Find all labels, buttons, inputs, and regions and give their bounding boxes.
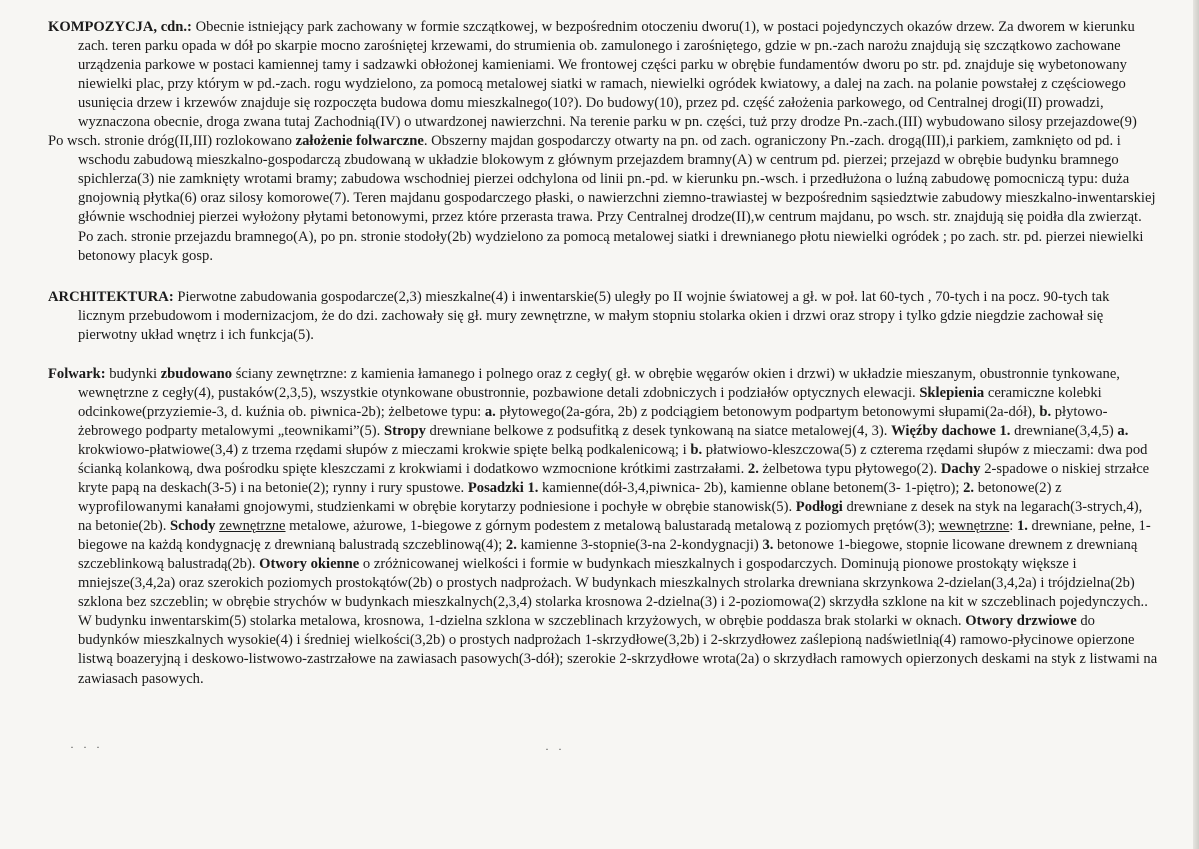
emphasis: Sklepienia — [919, 384, 985, 401]
text: Obecnie istniejący park zachowany w formie szczątkowej, w bezpośrednim otoczeniu dworu(1), w postaci pojedynczych okazów drzew. Za dworem w kierunku zach. teren parku opada w dół po skarpie mocno zarośniętej krzewami, do strumienia ob. zamulonego i zarośniętego, gdzie w pn.-zach narożu znajdują się szczątkowo zachowane urządzenia parkowe w postaci kamiennej tamy i sadzawki obłożonej kamieniami. We frontowej części parku w obrębie fundamentów dworu po str. pd. znajduje się wybetonowany niewielki plac, przy którym w pd.-zach. rogu wydzielono, za pomocą metalowej siatki w ramach, niewielki ogródek kwiatowy, a dalej na zach. na polanie powstałej z częściowego usunięcia drzew i krzewów znajduje się rozpoczęta budowa domu mieszkalnego(10?). Do budowy(10), przez pd. część założenia parkowego, od Centralnej drogi(II) prowadzi, wyznaczona obecnie, droga zwana tutaj Zachodnią(IV) o utwardzonej nawierzchni. Na terenie parku w pn. części, tuż przy drodze Pn.-zach.(III) wybudowano silosy przejazdowe(9) — [78, 19, 1137, 131]
emphasis: b. — [690, 441, 703, 458]
emphasis: Otwory drzwiowe — [965, 613, 1077, 630]
scan-speck: · · · — [70, 740, 103, 754]
emphasis: zbudowano — [160, 365, 233, 382]
text: betonowe(2) z wyprofilowanymi kanałami gnojowymi, studzienkami w obrębie korytarzy podniesione i pochyłe w obrębie stanowisk(5). — [78, 480, 1062, 516]
text: płytowo-żebrowego podparty metalowymi „teownikami”(5). — [78, 403, 1108, 439]
emphasis: Więźby dachowe 1. — [891, 422, 1011, 439]
paragraph-folwark — [48, 365, 1158, 689]
emphasis: Dachy — [940, 460, 981, 477]
text: płytowego(2a-góra, 2b) z podciągiem betonowym podpartym betonowymi słupami(2a-dół), — [495, 403, 1040, 420]
text: do budynków mieszkalnych wysokie(4) i średniej wielkości(3,2b) o prostych nadprożach 1-skrzydłowe(3,2b) i 2-skrzydłowez zaślepioną nadświetlnią(4) ramowo-płycinowe opierzone listwą boazeryjną i deskowo-listwowo-zastrzałowe na zawiasach pasowych(3-dół); szerokie 2-skrzydłowe wrota(2a) o skrzydłach ramowych opierzonych deskami na styk z listwami na zawiasach pasowych. — [78, 613, 1158, 687]
emphasis: 3. — [762, 537, 774, 554]
text: drewniane z desek na styk na legarach(3-strych,4), na betonie(2b). — [78, 499, 1143, 535]
emphasis: b. — [1039, 403, 1052, 420]
scan-edge — [1193, 0, 1199, 849]
text: płatwiowo-kleszczowa(5) z czterema rzędami słupów z mieczami: dwa pod ścianką kolankową, dwa pośrodku spięte kleszczami z krokwiami i dodatkowo wzmocnione krótkimi zastrzałami. — [78, 441, 1148, 477]
emphasis: 2. — [963, 480, 975, 497]
heading-architektura: ARCHITEKTURA: — [48, 288, 174, 305]
text: kamienne(dół-3,4,piwnica- 2b), kamienne oblane betonem(3- 1-piętro); — [538, 480, 964, 497]
emphasis: 1. — [1016, 518, 1028, 535]
text: ceramiczne kolebki odcinkowe(przyziemie-3, d. kuźnia ob. piwnica-2b); żelbetowe typu: — [78, 384, 1102, 420]
emphasis: a. — [484, 403, 496, 420]
document-page — [48, 18, 1158, 689]
emphasis: Otwory okienne — [259, 556, 360, 573]
text: drewniane(3,4,5) — [1010, 422, 1118, 439]
text: Po wsch. stronie dróg(II,III) rozlokowano — [48, 133, 296, 150]
emphasis: 2. — [747, 460, 759, 477]
text: 2-spadowe o niskiej strzałce kryte papą na deskach(3-5) i na betonie(2); rynny i rury spustowe. — [78, 460, 1150, 497]
text: : — [1009, 518, 1017, 535]
emphasis: Posadzki 1. — [467, 480, 539, 497]
text: budynki — [105, 365, 161, 382]
text: . Obszerny majdan gospodarczy otwarty na pn. od zach. ograniczony Pn.-zach. drogą(III),i parkiem, zamknięto od pd. i wschodu zabudową mieszkalno-gospodarczą zbudowaną w układzie blokowym z głównym przejazdem bramny(A) w centrum pd. pierzei; przejazd w obrębie budynku bramnego spichlerza(3) nie zamknięty wrotami bramy; zabudowa wschodniej pierzei odchylona od linii pn.-pd. w kierunku pn.-wsch. i przedłużona o luźną zabudowę pomocniczą typu: duża gnojownią płytka(6) oraz silosy komorowe(7). Teren majdanu gospodarczego płaski, o nawierzchni ziemno-trawiastej w bezpośrednim sąsiedztwie zabudowy mieszkalno-inwentarskiej głównie wschodniej pierzei wyłożony płytami betonowymi, przez które przerasta trawa. Przy Centralnej drodze(II),w centrum majdanu, po wsch. str. znajdują się poidła dla zwierząt. Po zach. stronie przejazdu bramnego(A), po pn. stronie stodoły(2b) wydzielono za pomocą metalowej siatki i drewnianego płotu niewielki ogródek ; po zach. str. pd. pierzei niewielki betonowy placyk gosp. — [78, 133, 1156, 264]
text: żelbetowa typu płytowego(2). — [758, 460, 941, 477]
text: ściany zewnętrzne: z kamienia łamanego i polnego oraz z cegły( gł. w obrębie węgarów okien i drzwi) w układzie mieszanym, obustronnie tynkowane, wewnętrzne z cegły(4), pustaków(2,3,5), wszystkie otynkowane obustronnie, pozbawione detali zdobniczych i podziałów optycznych elewacji. — [78, 365, 1120, 401]
emphasis: Podłogi — [795, 499, 843, 516]
heading-kompozycja: KOMPOZYCJA, cdn.: — [48, 19, 192, 35]
text: metalowe, ażurowe, 1-biegowe z górnym podestem z metalową balustaradą metalową z poziomych prętów(3); — [285, 518, 939, 535]
underlined-text: zewnętrzne — [219, 518, 286, 535]
text: Pierwotne zabudowania gospodarcze(2,3) mieszkalne(4) i inwentarskie(5) uległy po II wojnie światowej a gł. w poł. lat 60-tych , 70-tych i na pocz. 90-tych tak licznym przebudowom i modernizacjom, że do dzi. zachowały się gł. mury zewnętrzne, w małym stopniu stolarka okien i drzwi oraz stropy i tylko gdzie niegdzie zachował się pierwotny układ wnętrz i ich funkcja(5). — [78, 288, 1110, 343]
text: betonowe 1-biegowe, stopnie licowane drewnem z drewnianą szczeblinkową balustradą(2b). — [78, 537, 1138, 573]
emphasis: Stropy — [383, 422, 426, 439]
underlined-text: wewnętrzne — [938, 518, 1010, 535]
emphasis: założenie folwarczne — [295, 133, 424, 150]
text: drewniane belkowe z podsufitką z desek tynkowaną na siatce metalowej(4, 3). — [425, 422, 892, 439]
text: kamienne 3-stopnie(3-na 2-kondygnacji) — [516, 537, 763, 554]
heading-folwark: Folwark: — [48, 365, 106, 382]
emphasis: Schody — [170, 518, 216, 535]
scan-speck: · · — [545, 742, 565, 756]
paragraph-kompozycja — [48, 18, 1158, 266]
emphasis: a. — [1117, 422, 1129, 439]
text: o zróżnicowanej wielkości i formie w budynkach mieszkalnych i gospodarczych. Dominują pionowe prostokąty większe i mniejsze(3,4,2a) oraz szerokich poziomych prostokątów(2b) o prostych nadprożach. W budynkach mieszkalnych strolarka drewniana skrzynkowa 2-dzielan(3,4,2a) i trójdzielna(2b) szklona bez szczeblin; w obrębie strychów w budynkach mieszkalnych(2,3,4) stolarka krosnowa 2-dzielna(3) i 2-poziomowa(2) skrzydła szklone na kit w szczeblinach pojedynczych.. W budynku inwentarskim(5) stolarka metalowa, krosnowa, 1-dzielna szklona w szczeblinach krzyżowych, w obrębie poddasza brak stolarki w oknach. — [78, 556, 1148, 630]
text: drewniane, pełne, 1-biegowe na każdą kondygnację z drewnianą balustradą szczeblinową(4); — [78, 518, 1151, 554]
text: krokwiowo-płatwiowe(3,4) z trzema rzędami słupów z mieczami krokwie spięte belką podkalenicową; i — [78, 441, 691, 458]
emphasis: 2. — [505, 537, 517, 554]
paragraph-architektura — [48, 288, 1158, 345]
